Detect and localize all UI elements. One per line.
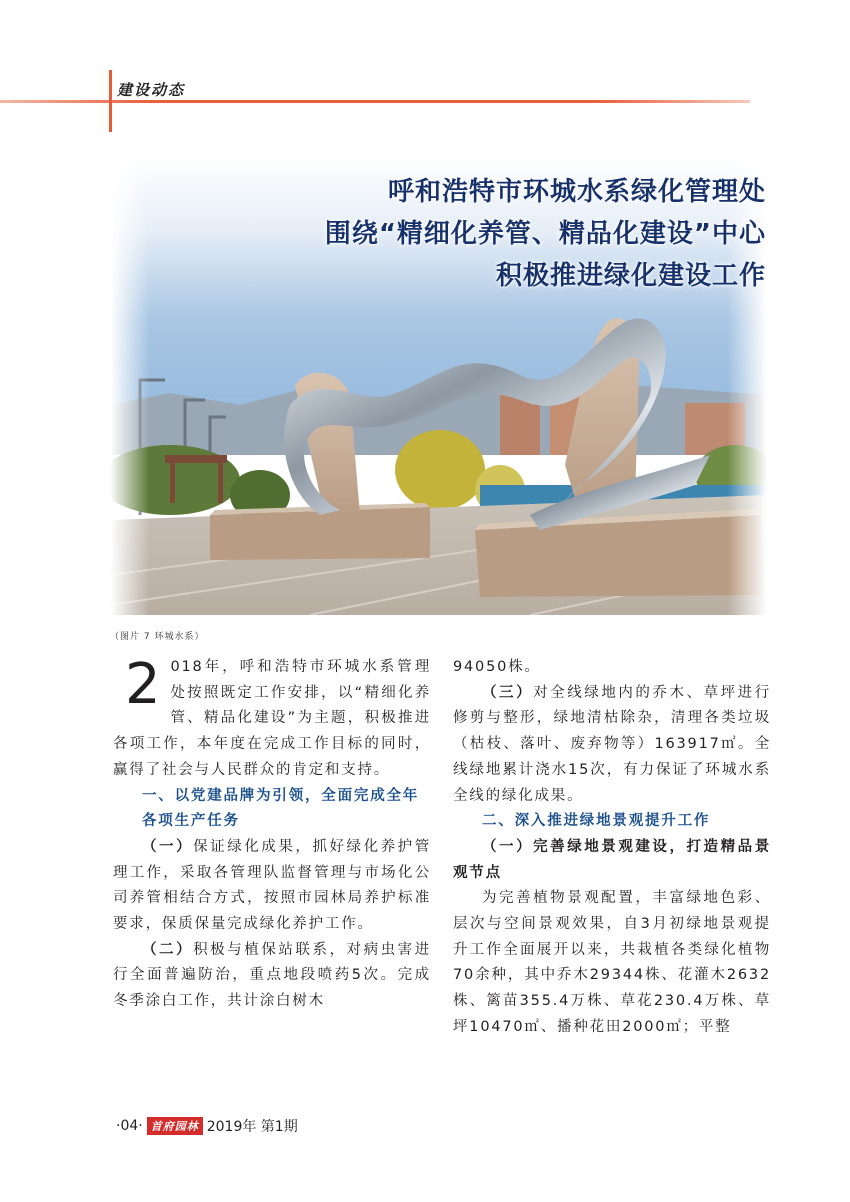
header-accent-bar: [109, 70, 112, 132]
item-3-paragraph: [453, 681, 771, 810]
page-number: ·04·: [116, 1118, 143, 1134]
continued-text: 94050株。: [453, 659, 541, 675]
item-3-text: 对全线绿地内的乔木、草坪进行修剪与整形，绿地清枯除杂，清理各类垃圾（枯枝、落叶、废弃物等）163917㎡。全线绿地累计浇水15次，有力保证了环城水系全线的绿化成果。: [453, 684, 772, 804]
right-column: [453, 655, 771, 1041]
drop-cap: 2: [125, 652, 163, 717]
title-line-1: 呼和浩特市环城水系绿化管理处: [387, 177, 766, 207]
issue-label: 2019年 第1期: [206, 1119, 298, 1135]
title-line-3: 积极推进绿化建设工作: [495, 261, 766, 291]
left-column: [113, 652, 432, 1015]
item-2-paragraph: [113, 938, 431, 1015]
page-footer: [116, 1116, 298, 1136]
section-tag: 建设动态: [117, 81, 186, 99]
figure-caption: （图片 7 环城水系）: [110, 632, 205, 642]
item-3-number: （三）: [482, 684, 534, 701]
header-rule: [0, 100, 750, 103]
item-1-text: 保证绿化成果，抓好绿化养护管理工作，采取各管理队监督管理与市场化公司养管相结合方式，按照市园林局养护标准要求，保质保量完成绿化养护工作。: [113, 838, 432, 933]
item-1-number: （一）: [142, 838, 194, 855]
item-2-text: 积极与植保站联系，对病虫害进行全面普遍防治，重点地段喷药5次。完成冬季涂白工作，共计涂白树木: [113, 941, 432, 1010]
intro-text: 018年，呼和浩特市环城水系管理处按照既定工作安排，以“精细化养管、精品化建设”为主题，积极推进各项工作，本年度在完成工作目标的同时，赢得了社会与人民群众的肯定和支持。: [113, 659, 431, 778]
section-heading-1: 一、以党建品牌为引领，全面完成全年各项生产任务: [142, 787, 420, 830]
item-1-paragraph: [113, 835, 431, 938]
item-2-number: （二）: [142, 941, 194, 958]
body-paragraph: 为完善植物景观配置，丰富绿地色彩、层次与空间景观效果，自3月初绿地景观提升工作全面展开以来，共栽植各类绿化植物70余种，其中乔木29344株、花灌木2632株、篱苗355.4万株、草花230.4万株、草坪10470㎡、播种花田2000㎡；平整: [453, 890, 771, 1035]
title-line-2: 围绕“精细化养管、精品化建设”中心: [324, 219, 766, 249]
section-heading-2: 二、深入推进绿地景观提升工作: [482, 813, 711, 830]
magazine-logo: 首府园林: [147, 1117, 203, 1135]
article-title: [126, 171, 766, 297]
subheading-1: （一）完善绿地景观建设，打造精品景观节点: [453, 838, 771, 881]
intro-paragraph: [113, 652, 431, 784]
